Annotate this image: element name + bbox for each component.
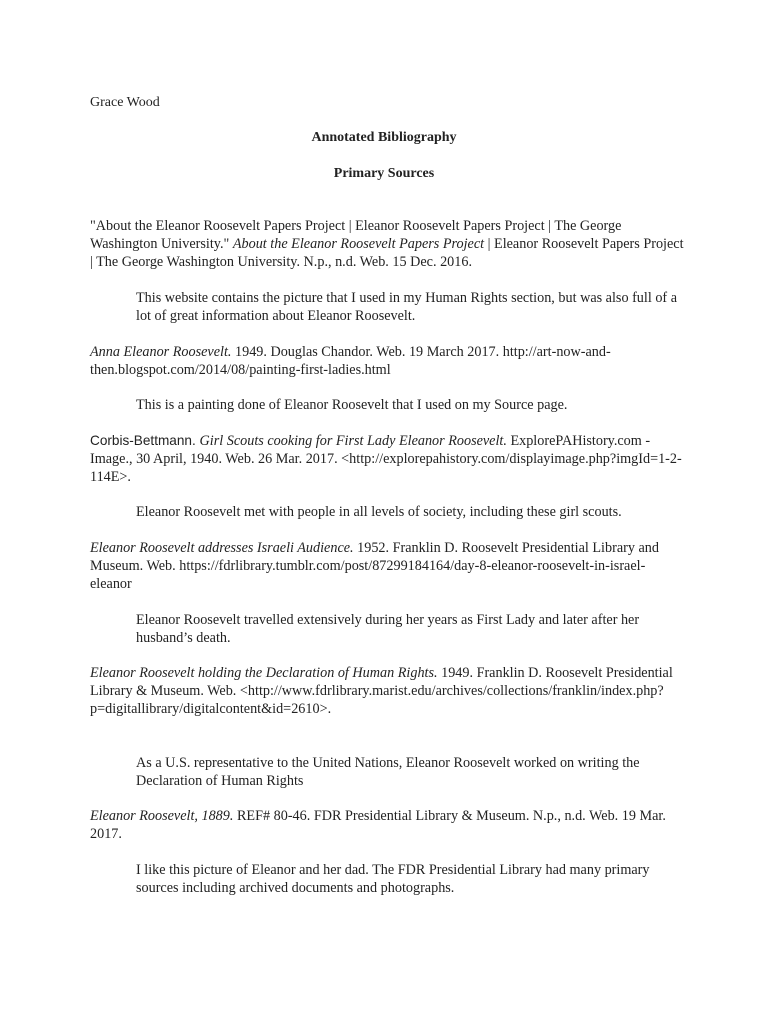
annotation-2: This is a painting done of Eleanor Roosevelt that I used on my Source page. xyxy=(136,397,568,413)
citation-6 xyxy=(90,808,686,844)
citation-4 xyxy=(90,540,686,594)
annotation-4: Eleanor Roosevelt travelled extensively during her years as First Lady and later after her husband’s death. xyxy=(136,612,640,646)
citation-2-details: 1949. Douglas Chandor. Web. 19 March 2017. http://art-now-and-then.blogspot.com/2014/08/painting-first-ladies.html xyxy=(90,344,611,378)
citation-5 xyxy=(90,665,686,719)
citation-1-title: About the Eleanor Roosevelt Papers Project xyxy=(232,235,485,252)
annotation-3: Eleanor Roosevelt met with people in all levels of society, including these girl scouts. xyxy=(136,504,622,520)
citation-1-text: "About the Eleanor Roosevelt Papers Project | Eleanor Roosevelt Papers Project | The George Washington University." xyxy=(90,218,622,252)
citation-6-title: Eleanor Roosevelt, 1889. xyxy=(90,808,234,824)
citation-3 xyxy=(90,432,686,487)
citation-1-details: | Eleanor Roosevelt Papers Project | The George Washington University. N.p., n.d. Web. 15 Dec. 2016. xyxy=(90,235,684,270)
section-heading: Primary Sources xyxy=(333,166,435,181)
citation-3-details: ExplorePAHistory.com - Image., 30 April, 1940. Web. 26 Mar. 2017. <http://explorepahistory.com/displayimage.php?imgId=1-2-114E>. xyxy=(90,433,682,485)
annotation-5: As a U.S. representative to the United Nations, Eleanor Roosevelt worked on writing the Declaration of Human Rights xyxy=(136,755,640,789)
citation-4-details: 1952. Franklin D. Roosevelt Presidential Library and Museum. Web. https://fdrlibrary.tumblr.com/post/87299184164/day-8-eleanor-roosevelt-in-israel-eleanor xyxy=(90,540,659,592)
citation-3-title: Girl Scouts cooking for First Lady Eleanor Roosevelt. xyxy=(199,433,507,449)
citation-3-author: Corbis-Bettmann. xyxy=(90,433,200,448)
citation-4-title: Eleanor Roosevelt addresses Israeli Audience. xyxy=(90,540,354,556)
citation-1 xyxy=(90,218,686,272)
author-name: Grace Wood xyxy=(90,95,160,110)
document-title: Annotated Bibliography xyxy=(311,130,457,145)
citation-2 xyxy=(90,344,686,380)
annotation-6: I like this picture of Eleanor and her dad. The FDR Presidential Library had many primary sources including archived documents and photographs. xyxy=(136,862,650,896)
citation-6-details: REF# 80-46. FDR Presidential Library & Museum. N.p., n.d. Web. 19 Mar. 2017. xyxy=(90,808,666,842)
citation-5-details: 1949. Franklin D. Roosevelt Presidential Library & Museum. Web. <http://www.fdrlibrary.marist.edu/archives/collections/franklin/index.php?p=digitallibrary/digitalcontent&id=2610>. xyxy=(90,665,673,717)
citation-5-title: Eleanor Roosevelt holding the Declaration of Human Rights. xyxy=(90,665,438,681)
annotation-1: This website contains the picture that I used in my Human Rights section, but was also full of a lot of great information about Eleanor Roosevelt. xyxy=(136,290,677,324)
citation-2-title: Anna Eleanor Roosevelt. xyxy=(90,344,232,360)
